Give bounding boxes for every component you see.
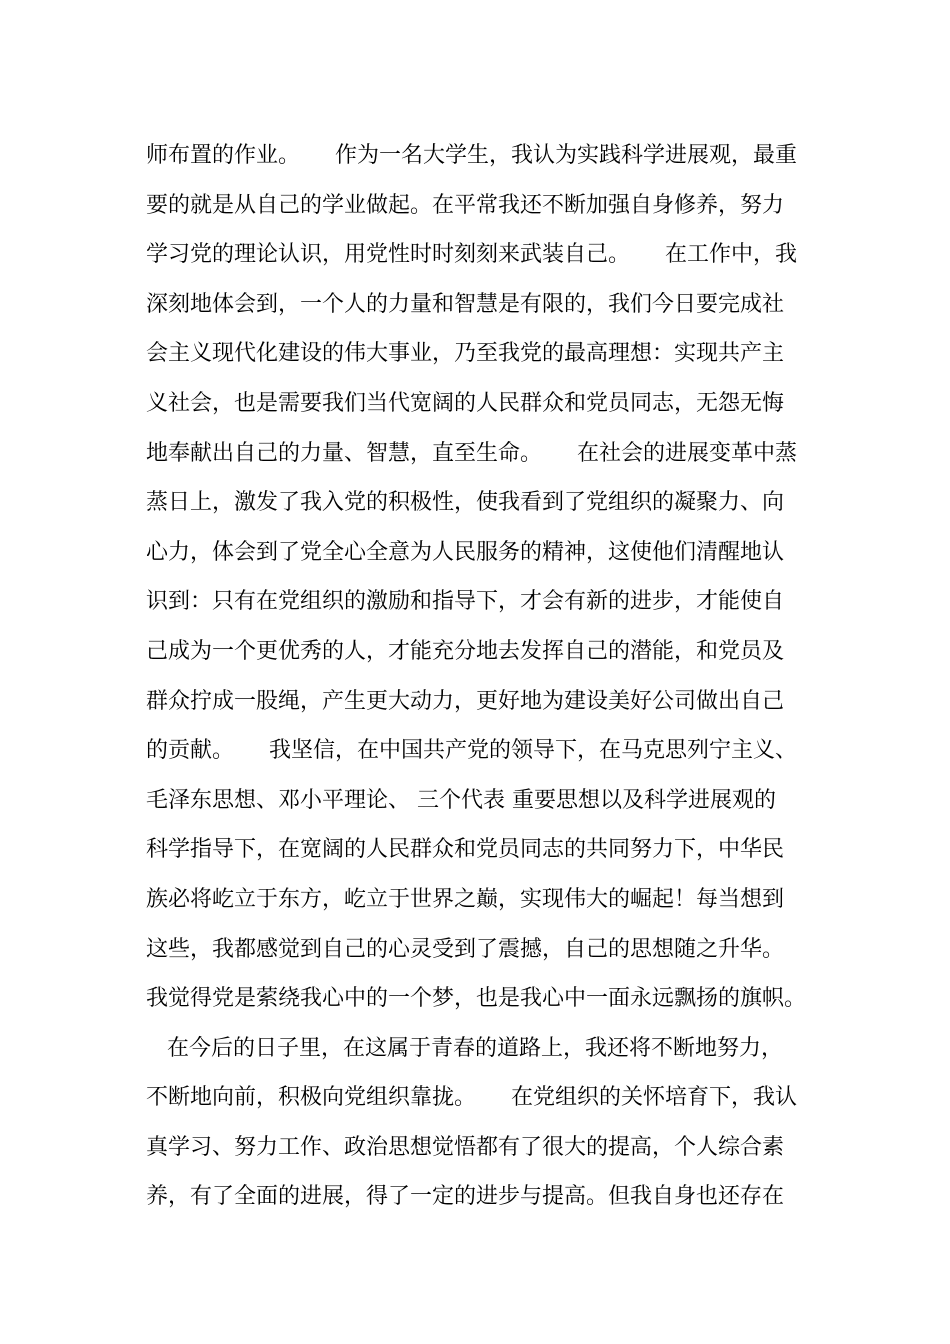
text-line: 群众拧成一股绳，产生更大动力，更好地为建设美好公司做出自己 xyxy=(146,688,785,714)
text-line: 己成为一个更优秀的人，才能充分地去发挥自己的潜能，和党员及 xyxy=(146,638,785,664)
text-line: 真学习、努力工作、政治思想觉悟都有了很大的提高，个人综合素 xyxy=(146,1134,785,1160)
text-line: 深刻地体会到，一个人的力量和智慧是有限的，我们今日要完成社 xyxy=(146,291,785,317)
text-line: 这些，我都感觉到自己的心灵受到了震撼，自己的思想随之升华。 xyxy=(146,936,785,962)
text-line: 科学指导下，在宽阔的人民群众和党员同志的共同努力下，中华民 xyxy=(146,837,785,863)
text-line: 养，有了全面的进展，得了一定的进步与提高。但我自身也还存在 xyxy=(146,1184,785,1210)
text-line: 识到：只有在党组织的激励和指导下，才会有新的进步，才能使自 xyxy=(146,589,785,615)
text-line: 在今后的日子里，在这属于青春的道路上，我还将不断地努力， xyxy=(146,1035,783,1061)
text-line: 心力，体会到了党全心全意为人民服务的精神，这使他们清醒地认 xyxy=(146,539,785,565)
text-line: 族必将屹立于东方，屹立于世界之巅，实现伟大的崛起！每当想到 xyxy=(146,886,785,912)
text-line: 要的就是从自己的学业做起。在平常我还不断加强自身修养，努力 xyxy=(146,192,785,218)
text-line: 我觉得党是萦绕我心中的一个梦，也是我心中一面永远飘扬的旗帜。 xyxy=(146,986,807,1012)
text-line: 地奉献出自己的力量、智慧，直至生命。 在社会的进展变革中蒸 xyxy=(146,440,797,466)
text-line: 义社会，也是需要我们当代宽阔的人民群众和党员同志，无怨无悔 xyxy=(146,390,785,416)
text-line: 会主义现代化建设的伟大事业，乃至我党的最高理想：实现共产主 xyxy=(146,341,785,367)
text-line: 师布置的作业。 作为一名大学生，我认为实践科学进展观，最重 xyxy=(146,143,797,168)
text-line: 学习党的理论认识，用党性时时刻刻来武装自己。 在工作中，我 xyxy=(146,242,797,268)
text-line: 蒸日上，激发了我入党的积极性，使我看到了党组织的凝聚力、向 xyxy=(146,490,785,516)
text-line: 的贡献。 我坚信，在中国共产党的领导下，在马克思列宁主义、 xyxy=(146,738,797,764)
text-line: 毛泽东思想、邓小平理论、 三个代表 重要思想以及科学进展观的 xyxy=(146,787,776,813)
text-line: 不断地向前，积极向党组织靠拢。 在党组织的关怀培育下，我认 xyxy=(146,1085,797,1111)
document-body xyxy=(146,131,826,1222)
